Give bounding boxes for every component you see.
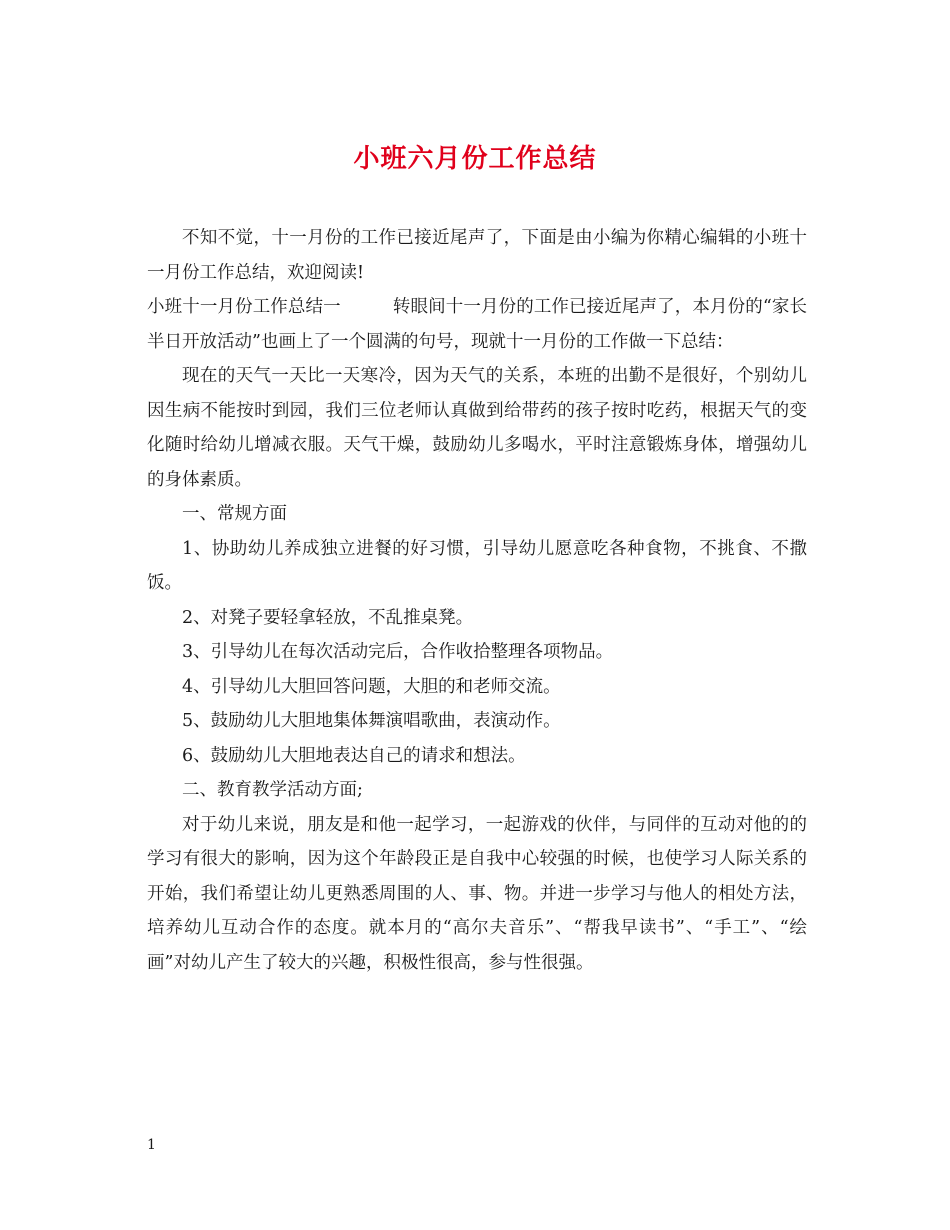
section-one-paragraph [147, 290, 807, 359]
section-heading: 小班十一月份工作总结一 [147, 297, 341, 317]
teaching-paragraph: 对于幼儿来说，朋友是和他一起学习，一起游戏的伙伴，与同伴的互动对他的的学习有很大的影响，因为这个年龄段正是自我中心较强的时候，也使学习人际关系的开始，我们希望让幼儿更熟悉周围的人、事、物。并进一步学习与他人的相处方法，培养幼儿互动合作的态度。就本月的“高尔夫音乐”、“帮我早读书”、“手工”、“绘画”对幼儿产生了较大的兴趣，积极性很高，参与性很强。 [147, 814, 807, 973]
routine-item-4: 4、引导幼儿大胆回答问题，大胆的和老师交流。 [182, 676, 561, 697]
document-title: 小班六月份工作总结 [353, 144, 597, 174]
document-body [147, 221, 807, 980]
routine-item-1: 1、协助幼儿养成独立进餐的好习惯，引导幼儿愿意吃各种食物，不挑食、不撒饭。 [147, 538, 807, 593]
routine-item-5: 5、鼓励幼儿大胆地集体舞演唱歌曲，表演动作。 [182, 711, 561, 731]
section-text: 转眼间十一月份的工作已接近尾声了，本月份的“家长半日开放活动”也画上了一个圆满的句号，现就十一月份的工作做一下总结： [147, 297, 808, 352]
page-number: 1 [147, 1137, 156, 1153]
intro-paragraph: 不知不觉，十一月份的工作已接近尾声了，下面是由小编为你精心编辑的小班十一月份工作总结，欢迎阅读! [147, 228, 807, 283]
routine-item-6: 6、鼓励幼儿大胆地表达自己的请求和想法。 [182, 745, 526, 766]
routine-item-2: 2、对凳子要轻拿轻放，不乱推桌凳。 [182, 607, 474, 628]
weather-paragraph: 现在的天气一天比一天寒冷，因为天气的关系，本班的出勤不是很好，个别幼儿因生病不能按时到园，我们三位老师认真做到给带药的孩子按时吃药，根据天气的变化随时给幼儿增减衣服。天气干燥，鼓励幼儿多喝水，平时注意锻炼身体，增强幼儿的身体素质。 [147, 366, 807, 490]
teaching-heading: 二、教育教学活动方面; [182, 780, 363, 800]
routine-heading: 一、常规方面 [182, 504, 287, 524]
routine-item-3: 3、引导幼儿在每次活动完后，合作收拾整理各项物品。 [182, 642, 614, 662]
